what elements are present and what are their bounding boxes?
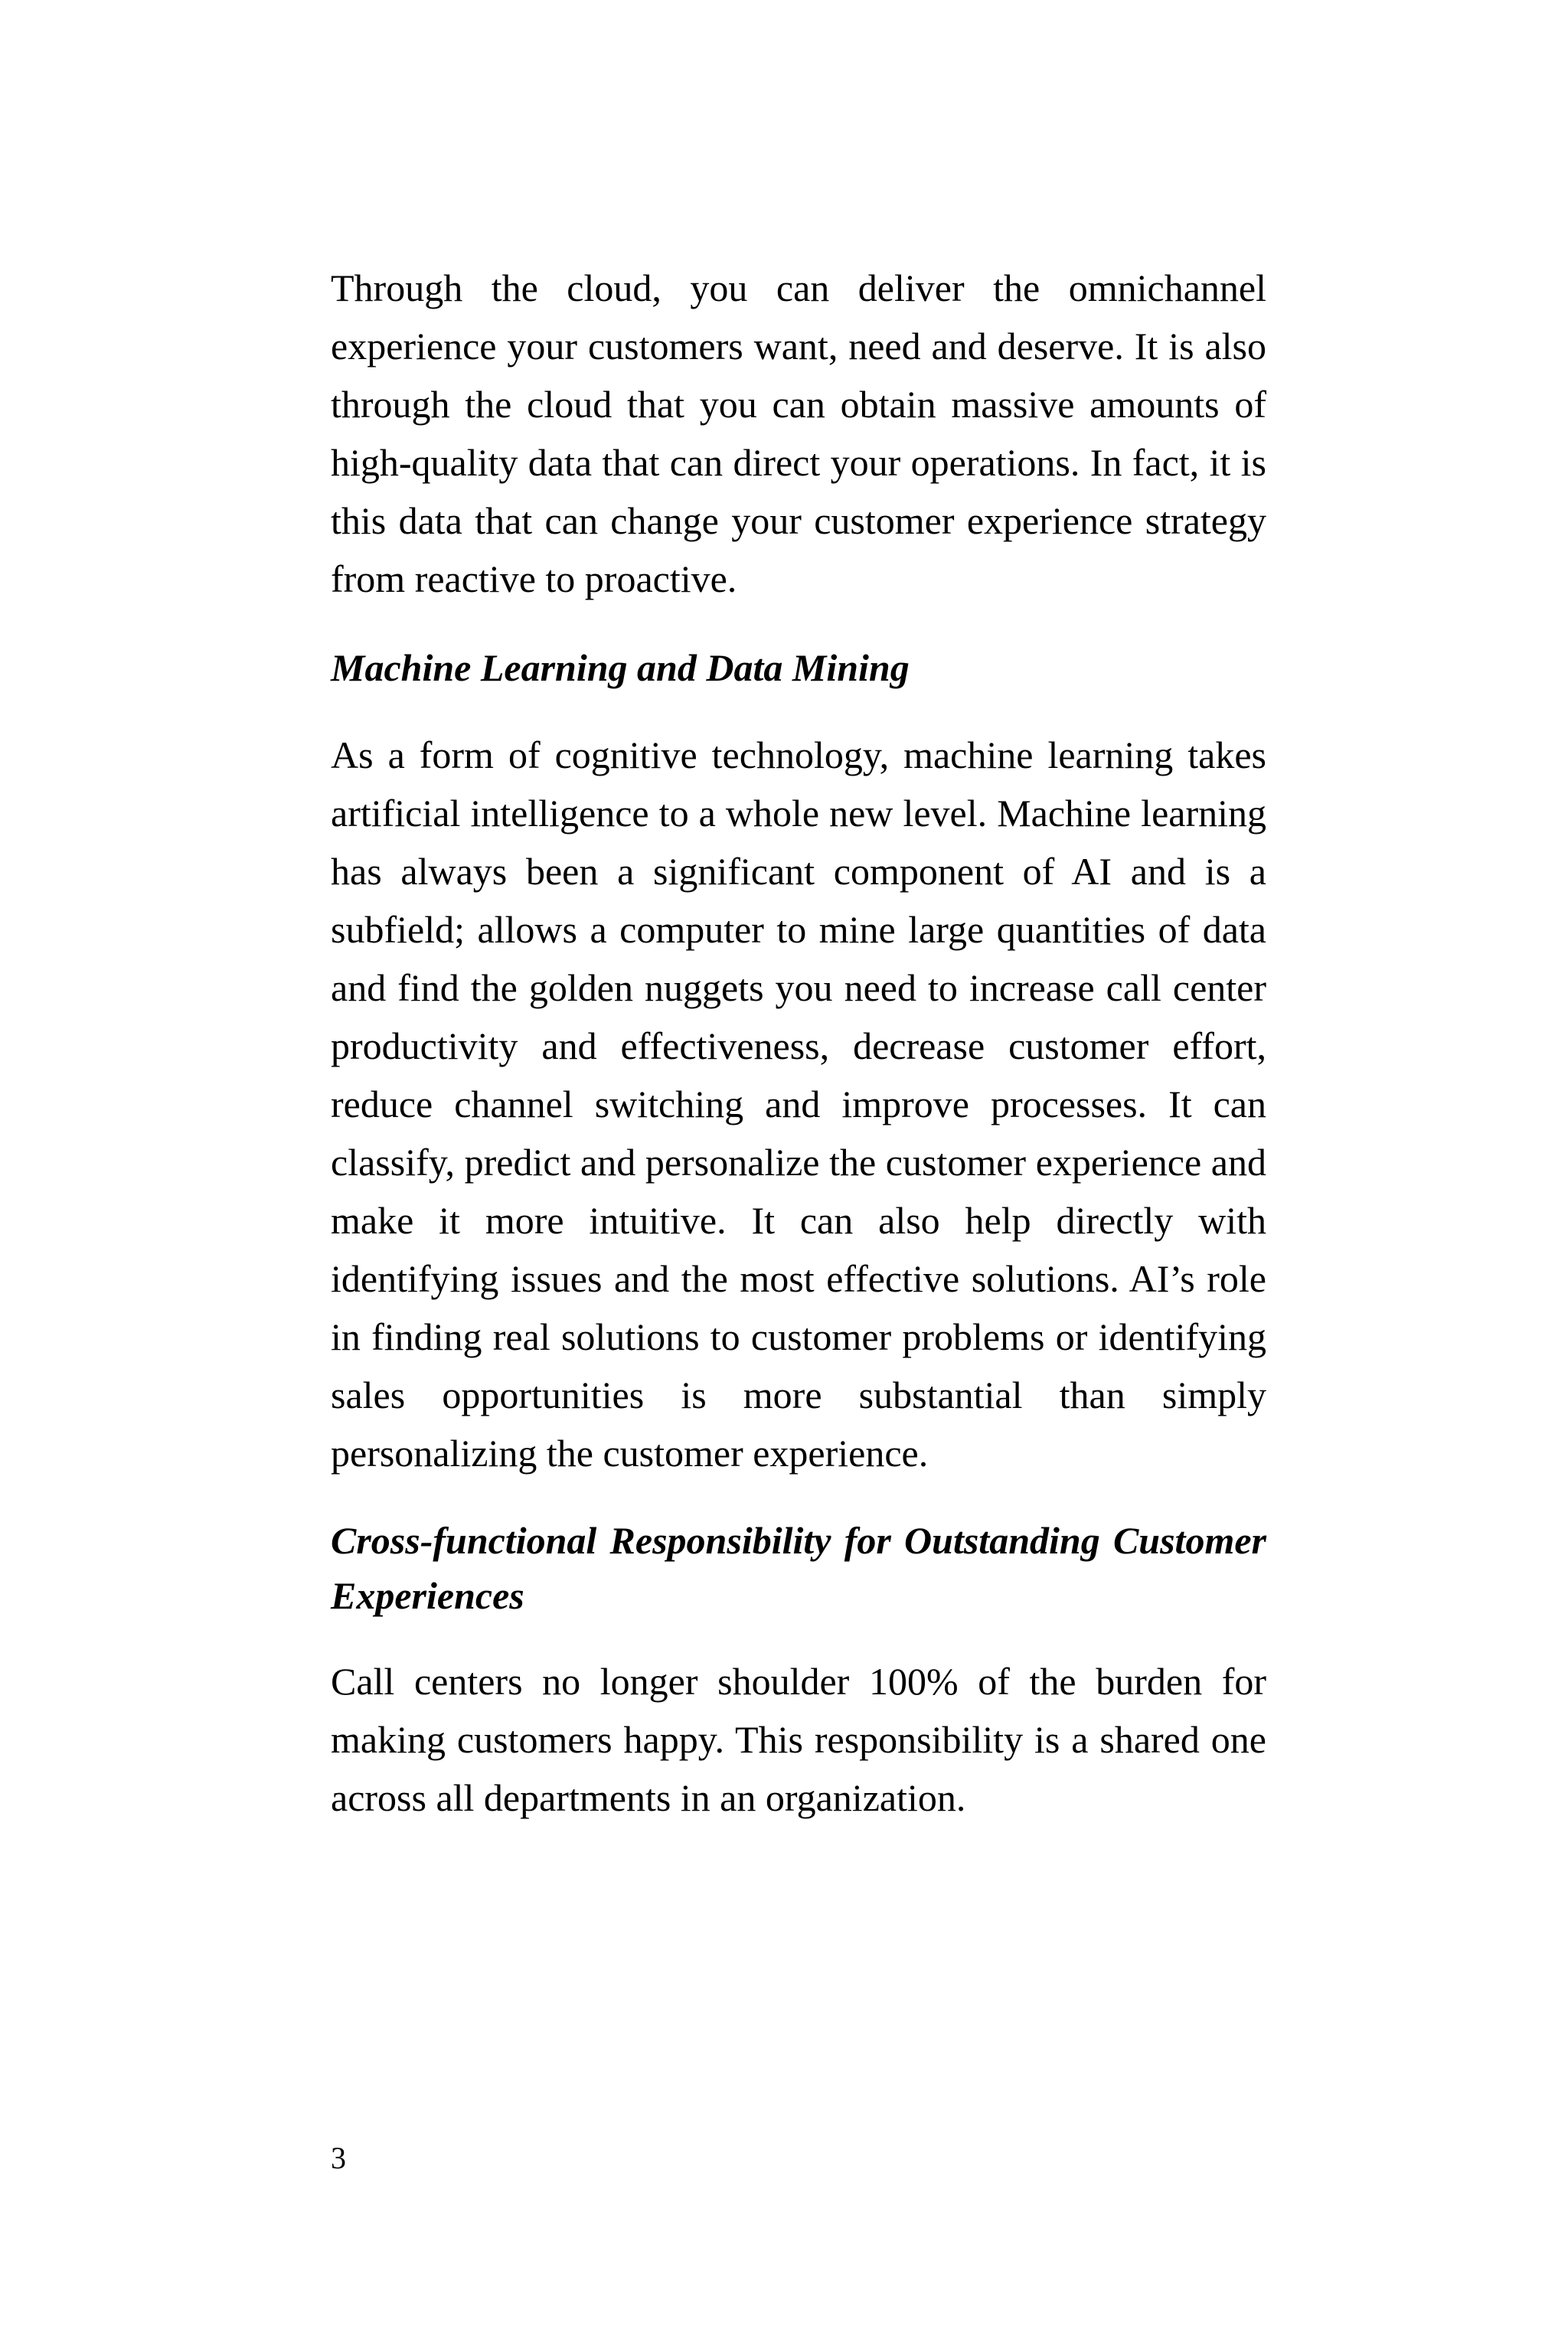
page-number: 3 (331, 2141, 346, 2175)
paragraph-machine-learning: As a form of cognitive technology, machine learning takes artificial intelligence to a whole new level. Machine learning has always been a significant component of AI and is a subfield; allows a computer to mine large quantities of data and find the golden nuggets you need to increase call center productivity and effectiveness, decrease customer effort, reduce channel switching and improve processes. It can classify, predict and personalize the customer experience and make it more intuitive. It can also help directly with identifying issues and the most effective solutions. AI’s role in finding real solutions to customer problems or identifying sales opportunities is more substantial than simply personalizing the customer experience. (331, 733, 1266, 1475)
section-heading-machine-learning: Machine Learning and Data Mining (331, 646, 910, 689)
paragraph-cloud-omnichannel: Through the cloud, you can deliver the omnichannel experience your customers want, need and deserve. It is also through the cloud that you can obtain massive amounts of high-quality data that can direct your operations. In fact, it is this data that can change your customer experience strategy from reactive to proactive. (331, 266, 1266, 600)
text-column (331, 259, 1266, 1827)
paragraph-call-centers: Call centers no longer shoulder 100% of the burden for making customers happy. This responsibility is a shared one across all departments in an organization. (331, 1660, 1266, 1819)
section-heading-cross-functional: Cross-functional Responsibility for Outstanding Customer Experiences (331, 1519, 1266, 1617)
